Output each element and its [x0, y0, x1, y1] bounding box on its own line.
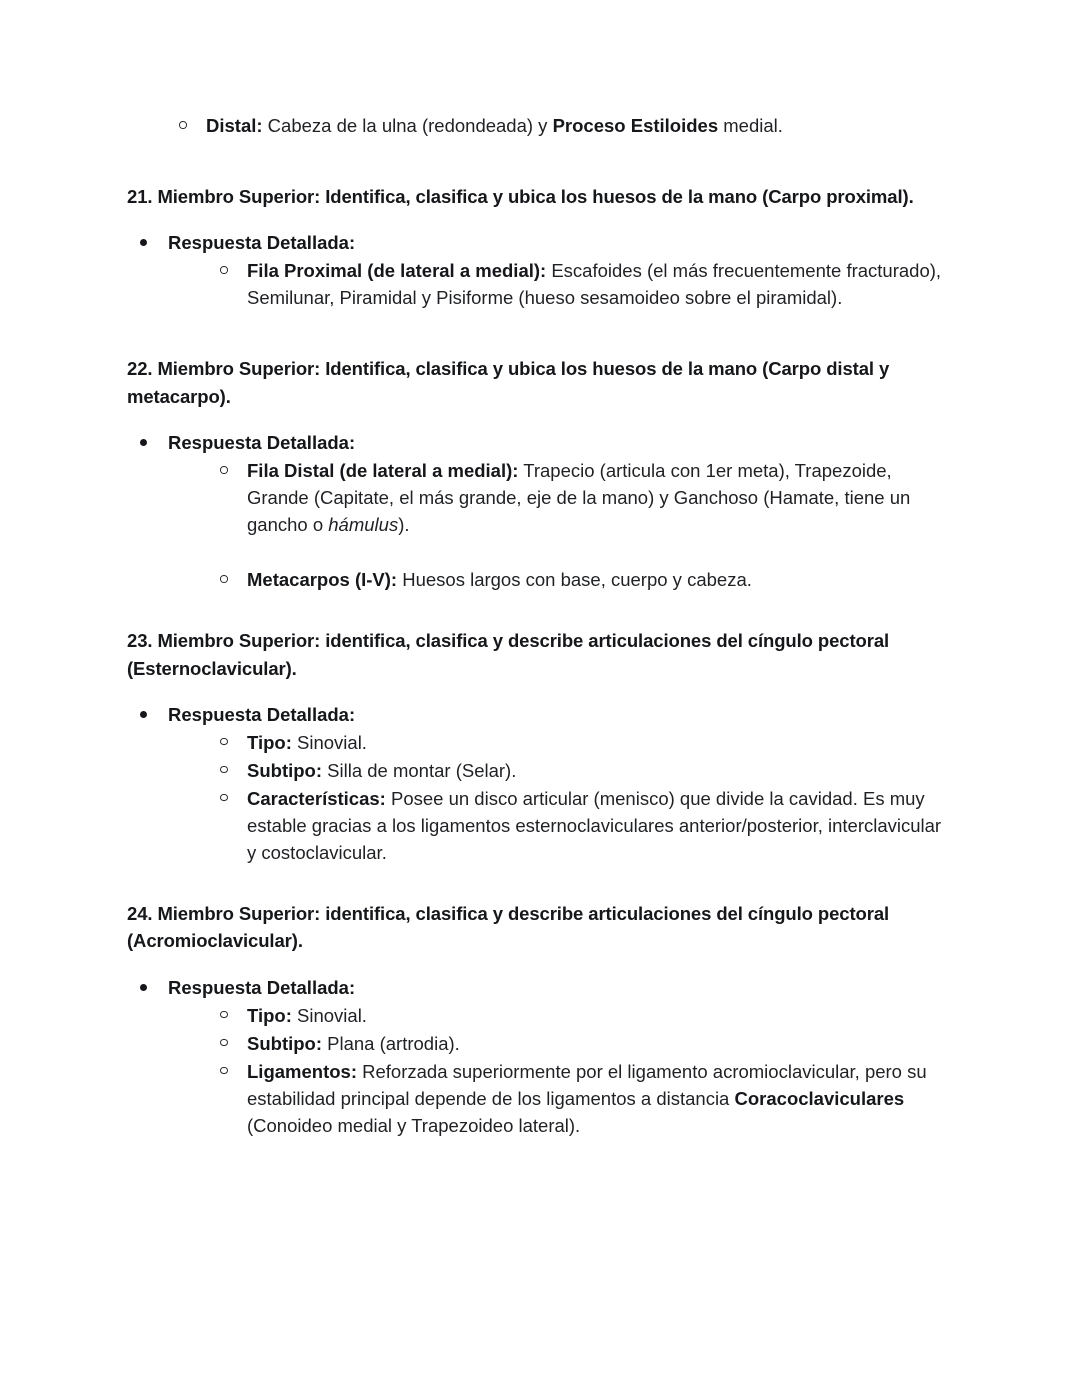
item-text: Posee un disco articular (menisco) que divide la cavidad. Es muy estable gracias a los ligamentos esternoclaviculares anterior/posterior, interclavicular y costoclavicular.: [247, 787, 942, 863]
list-item: [168, 566, 952, 593]
list-item: [168, 1058, 952, 1139]
section-q22: [127, 355, 952, 593]
detail-list: [168, 1002, 952, 1139]
list-item: [127, 112, 952, 139]
item-bold-term: Coracoclaviculares: [734, 1087, 905, 1109]
list-item: [168, 1030, 952, 1057]
item-label: Ligamentos:: [247, 1060, 357, 1082]
item-text: Sinovial.: [291, 731, 367, 753]
item-text: Huesos largos con base, cuerpo y cabeza.: [397, 569, 752, 591]
item-text: Escafoides (el más frecuentemente fracturado), Semilunar, Piramidal y Pisiforme (hueso sesamoideo sobre el piramidal).: [247, 260, 942, 309]
answer-label-item: [127, 974, 952, 1139]
answer-list: [127, 229, 952, 311]
answer-label: Respuesta Detallada:: [168, 976, 356, 998]
detail-list: [168, 457, 952, 593]
page-title: 24. Miembro Superior: identifica, clasifica y describe articulaciones del cíngulo pectoral (Acromioclavicular).: [127, 902, 890, 952]
answer-label: Respuesta Detallada:: [168, 232, 356, 254]
list-item: [168, 1002, 952, 1029]
item-label: Metacarpos (I-V):: [247, 569, 398, 591]
list-item: [168, 785, 952, 866]
item-label: Tipo:: [247, 731, 292, 753]
item-label: Tipo:: [247, 1004, 292, 1026]
section-q21: [127, 183, 952, 311]
item-label: Subtipo:: [247, 1032, 323, 1054]
item-text: Plana (artrodia).: [322, 1032, 460, 1054]
list-item: [168, 457, 952, 538]
item-label: Fila Proximal (de lateral a medial):: [247, 260, 547, 282]
document-content: [127, 112, 952, 1139]
page-title: 21. Miembro Superior: Identifica, clasifica y ubica los huesos de la mano (Carpo proximal).: [127, 186, 914, 207]
answer-list: [127, 429, 952, 593]
item-text-tail: medial.: [718, 115, 783, 136]
item-label: Características:: [247, 787, 386, 809]
answer-label-item: [127, 429, 952, 593]
answer-list: [127, 974, 952, 1139]
answer-label: Respuesta Detallada:: [168, 703, 356, 725]
item-label: Subtipo:: [247, 759, 323, 781]
item-text: Reforzada superiormente por el ligamento acromioclavicular, pero su estabilidad principal depende de los ligamentos a distancia: [247, 1060, 927, 1109]
item-text-tail: (Conoideo medial y Trapezoideo lateral).: [247, 1114, 581, 1136]
list-item: [168, 257, 952, 311]
item-label: Distal:: [206, 115, 263, 136]
item-text-tail: ).: [398, 514, 410, 536]
answer-label-item: [127, 229, 952, 311]
intro-list: [127, 112, 952, 139]
item-italic-term: hámulus: [328, 514, 399, 536]
item-text: Trapecio (articula con 1er meta), Trapezoide, Grande (Capitate, el más grande, eje de la mano) y Ganchoso (Hamate, tiene un gancho o: [247, 460, 911, 536]
answer-label-item: [127, 701, 952, 866]
item-bold-term: Proceso Estiloides: [552, 115, 719, 136]
page-title: 22. Miembro Superior: Identifica, clasifica y ubica los huesos de la mano (Carpo distal y metacarpo).: [127, 358, 890, 407]
page-title: 23. Miembro Superior: identifica, clasifica y describe articulaciones del cíngulo pectoral (Esternoclavicular).: [127, 630, 890, 679]
item-text: Silla de montar (Selar).: [322, 759, 517, 781]
detail-list: [168, 729, 952, 866]
section-q24: [127, 900, 952, 1139]
item-text: Cabeza de la ulna (redondeada) y: [262, 115, 553, 136]
answer-label: Respuesta Detallada:: [168, 432, 356, 454]
detail-list: [168, 257, 952, 311]
list-item: [168, 757, 952, 784]
section-q23: [127, 627, 952, 866]
list-item: [168, 729, 952, 756]
item-text: Sinovial.: [291, 1004, 367, 1026]
answer-list: [127, 701, 952, 866]
item-label: Fila Distal (de lateral a medial):: [247, 460, 519, 482]
